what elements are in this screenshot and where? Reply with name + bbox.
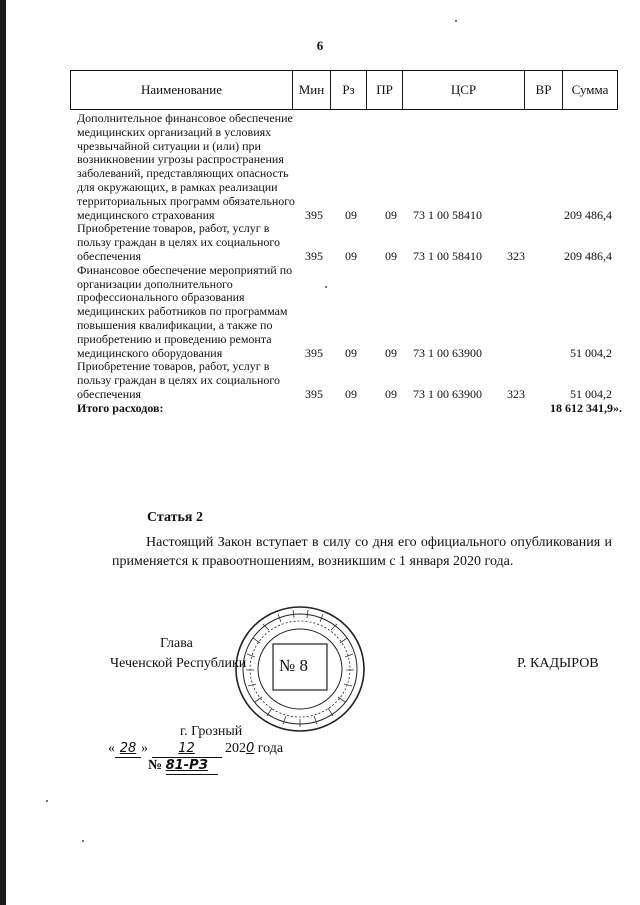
- date-line: « 28 » 12 2020 года: [108, 741, 284, 756]
- row-pr: 09: [385, 386, 397, 401]
- row-min: 395: [305, 386, 323, 401]
- scan-speck: [46, 800, 48, 802]
- row-vr: 323: [507, 386, 525, 401]
- row-rz: 09: [345, 248, 357, 263]
- column-header-rz: Рз: [331, 71, 367, 109]
- stamp-number: № 8: [279, 656, 308, 675]
- row-vr: 323: [507, 248, 525, 263]
- row-csr: 73 1 00 58410: [413, 207, 482, 222]
- row-sum: 209 486,4: [564, 248, 612, 263]
- table-row: [0, 222, 640, 263]
- total-row: [0, 402, 640, 416]
- total-label: Итого расходов:: [77, 400, 164, 415]
- law-number-value: 81-РЗ: [165, 758, 208, 773]
- table-row: [0, 112, 640, 222]
- column-header-vr: ВР: [525, 71, 563, 109]
- column-header-csr: ЦСР: [403, 71, 525, 109]
- column-header-pr: ПР: [367, 71, 403, 109]
- date-year-digit: 0: [246, 741, 255, 756]
- row-min: 395: [305, 248, 323, 263]
- column-header-min: Мин: [293, 71, 331, 109]
- row-pr: 09: [385, 207, 397, 222]
- row-name: Приобретение товаров, работ, услуг в пользу граждан в целях их социального обеспечения: [77, 359, 281, 401]
- row-sum: 209 486,4: [564, 207, 612, 222]
- row-csr: 73 1 00 63900: [413, 386, 482, 401]
- law-number-line: [148, 758, 218, 775]
- column-header-sum: Сумма: [571, 82, 609, 97]
- date-month: 12: [178, 741, 195, 756]
- row-csr: 73 1 00 58410: [413, 248, 482, 263]
- row-sum: 51 004,2: [570, 345, 612, 360]
- column-header-name: Наименование: [71, 71, 293, 109]
- row-rz: 09: [345, 207, 357, 222]
- signature-title: Глава: [160, 636, 193, 651]
- row-pr: 09: [385, 248, 397, 263]
- signer-name: Р. КАДЫРОВ: [517, 656, 599, 671]
- scan-speck: [82, 840, 84, 842]
- article-title: Статья 2: [147, 510, 203, 525]
- scan-speck: [455, 20, 457, 22]
- row-name: Приобретение товаров, работ, услуг в пользу граждан в целях их социального обеспечения: [77, 221, 281, 263]
- page-number: 6: [316, 38, 324, 53]
- row-name: Финансовое обеспечение мероприятий по организации дополнительного профессионального образования медицинских работников по программам повышения квалификации, а также по приобретению и проведению ремонта медицинского оборудования: [77, 262, 293, 360]
- table-row: [0, 360, 640, 401]
- date-year-suffix: года: [257, 741, 284, 756]
- table-body: [0, 112, 640, 416]
- city: г. Грозный: [180, 724, 243, 739]
- date-day: 28: [119, 741, 137, 756]
- signature-region: Чеченской Республики: [110, 656, 247, 671]
- table-row: [0, 264, 640, 361]
- row-rz: 09: [345, 386, 357, 401]
- row-csr: 73 1 00 63900: [413, 345, 482, 360]
- row-name: Дополнительное финансовое обеспечение медицинских организаций в условиях чрезвычайной ситуации и (или) при возникновении угрозы распространения заболеваний, представляющих опасность для окружающих, в рамках реализации территориальных программ обязательного медицинского страхования: [77, 111, 295, 222]
- article-text: Настоящий Закон вступает в силу со дня его официального опубликования и применяется к правоотношениям, возникшим с 1 января 2020 года.: [112, 535, 612, 569]
- row-min: 395: [305, 345, 323, 360]
- row-rz: 09: [345, 345, 357, 360]
- row-sum: 51 004,2: [570, 386, 612, 401]
- date-year-prefix: 202: [225, 741, 246, 756]
- law-number-label: №: [148, 758, 163, 773]
- total-sum: 18 612 341,9».: [550, 400, 622, 415]
- table-header: [70, 70, 618, 110]
- row-min: 395: [305, 207, 323, 222]
- row-pr: 09: [385, 345, 397, 360]
